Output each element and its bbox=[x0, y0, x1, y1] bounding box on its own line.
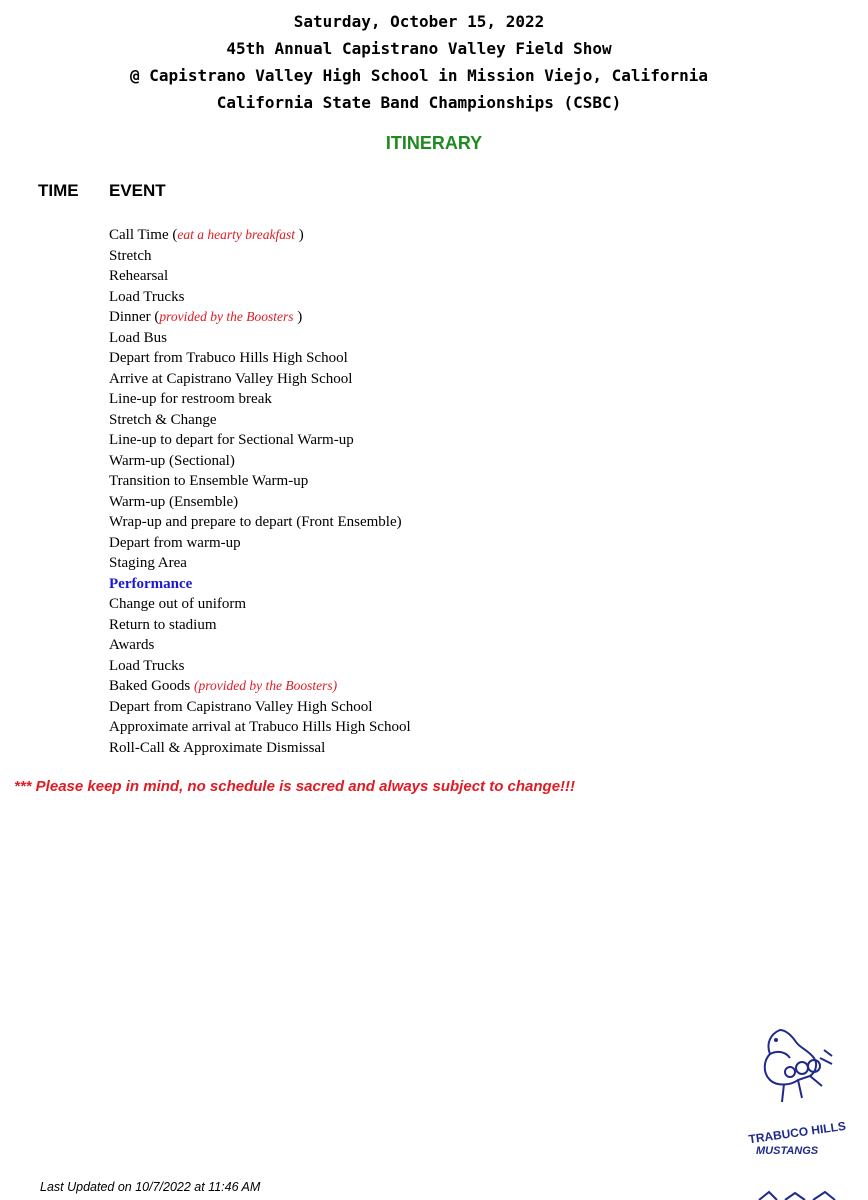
schedule-row bbox=[0, 451, 700, 472]
schedule-event-text: Rehearsal bbox=[109, 268, 169, 284]
schedule-event-note: (provided by the Boosters) bbox=[194, 678, 338, 693]
schedule-event-text: Line-up to depart for Sectional Warm-up bbox=[109, 432, 354, 448]
document-header bbox=[0, 8, 838, 116]
schedule-event bbox=[109, 471, 308, 492]
schedule-event-note: eat a hearty breakfast bbox=[177, 227, 295, 242]
schedule-row bbox=[0, 348, 700, 369]
schedule-event bbox=[109, 676, 337, 697]
time-column-header: TIME bbox=[38, 181, 79, 200]
schedule-row bbox=[0, 553, 700, 574]
schedule-event-text: Return to stadium bbox=[109, 616, 217, 633]
schedule-event bbox=[109, 533, 241, 554]
schedule-row bbox=[0, 635, 700, 656]
schedule-event-text: Roll-Call & Approximate Dismissal bbox=[109, 739, 326, 756]
logo-fragment bbox=[755, 1190, 838, 1200]
schedule-event bbox=[109, 512, 402, 533]
schedule-event-text: Load Trucks bbox=[109, 657, 185, 674]
schedule-event bbox=[109, 615, 217, 636]
schedule-event bbox=[109, 656, 184, 677]
schedule-row bbox=[0, 410, 700, 431]
itinerary-title: ITINERARY bbox=[385, 133, 483, 153]
schedule-event bbox=[109, 717, 411, 738]
schedule-event bbox=[109, 594, 246, 615]
schedule-row bbox=[0, 594, 700, 615]
schedule-event-text: Awards bbox=[109, 637, 155, 653]
schedule-event-text: Wrap-up and prepare to depart (Front Ensemble) bbox=[109, 514, 402, 530]
schedule-row bbox=[0, 717, 700, 738]
schedule-event-suffix: ) bbox=[293, 309, 303, 325]
schedule-event-text: Dinner ( bbox=[109, 309, 160, 325]
schedule-event-text: Stretch & Change bbox=[109, 411, 217, 428]
schedule-row bbox=[0, 266, 700, 287]
schedule-event bbox=[109, 738, 325, 759]
schedule-event-text: Change out of uniform bbox=[109, 596, 247, 612]
schedule-row bbox=[0, 697, 700, 718]
schedule-event-text: Staging Area bbox=[109, 555, 187, 571]
schedule-row bbox=[0, 492, 700, 513]
event-column-header: EVENT bbox=[109, 181, 166, 200]
schedule-row bbox=[0, 471, 700, 492]
schedule-event bbox=[109, 225, 304, 246]
last-updated: Last Updated on 10/7/2022 at 11:46 AM bbox=[40, 1180, 261, 1194]
schedule-row bbox=[0, 430, 700, 451]
schedule-event bbox=[109, 635, 154, 656]
schedule-row bbox=[0, 246, 700, 267]
disclaimer-note: *** Please keep in mind, no schedule is sacred and always subject to change!!! bbox=[14, 778, 576, 795]
schedule-event bbox=[109, 246, 152, 267]
championship-name: California State Band Championships (CSBC) bbox=[216, 93, 622, 112]
schedule-event bbox=[109, 697, 372, 718]
logo-mascot-text: MUSTANGS bbox=[756, 1145, 819, 1157]
schedule-event-text: Baked Goods bbox=[109, 678, 194, 694]
schedule-event bbox=[109, 410, 216, 431]
schedule-event-text: Load Trucks bbox=[109, 288, 185, 305]
schedule-list bbox=[0, 225, 700, 758]
event-date: Saturday, October 15, 2022 bbox=[293, 12, 545, 31]
schedule-event-text: Warm-up (Ensemble) bbox=[109, 493, 239, 510]
schedule-row bbox=[0, 328, 700, 349]
event-name: 45th Annual Capistrano Valley Field Show bbox=[226, 39, 612, 58]
schedule-event-text: Transition to Ensemble Warm-up bbox=[109, 473, 309, 489]
schedule-event bbox=[109, 451, 235, 472]
schedule-event bbox=[109, 328, 167, 349]
schedule-row bbox=[0, 656, 700, 677]
event-venue: @ Capistrano Valley High School in Mission Viejo, California bbox=[130, 66, 708, 85]
schedule-row bbox=[0, 738, 700, 759]
schedule-event bbox=[109, 553, 187, 574]
schedule-event-text: Line-up for restroom break bbox=[109, 391, 272, 407]
schedule-event-text: Call Time ( bbox=[109, 227, 178, 243]
schedule-row bbox=[0, 307, 700, 328]
schedule-event bbox=[109, 287, 184, 308]
schedule-event-text: Depart from warm-up bbox=[109, 534, 241, 551]
schedule-event-suffix: ) bbox=[294, 227, 304, 243]
schedule-event-text: Load Bus bbox=[109, 329, 167, 346]
schedule-event bbox=[109, 430, 354, 451]
schedule-row bbox=[0, 533, 700, 554]
schedule-row bbox=[0, 615, 700, 636]
schedule-event-text: Arrive at Capistrano Valley High School bbox=[109, 370, 353, 387]
schedule-event bbox=[109, 348, 348, 369]
schedule-row-highlight bbox=[0, 574, 700, 595]
schedule-event bbox=[109, 369, 352, 390]
schedule-event bbox=[109, 307, 302, 328]
schedule-row bbox=[0, 512, 700, 533]
schedule-event-text: Depart from Capistrano Valley High School bbox=[109, 698, 373, 715]
schedule-event-text: Warm-up (Sectional) bbox=[109, 452, 235, 469]
schedule-event bbox=[109, 574, 192, 595]
schedule-row bbox=[0, 676, 700, 697]
schedule-event-note: provided by the Boosters bbox=[159, 309, 294, 324]
logo-school-text: TRABUCO HILLS bbox=[747, 1118, 847, 1147]
schedule-event-text: Approximate arrival at Trabuco Hills High School bbox=[109, 719, 411, 735]
schedule-row bbox=[0, 369, 700, 390]
schedule-row bbox=[0, 225, 700, 246]
schedule-row bbox=[0, 287, 700, 308]
schedule-event bbox=[109, 266, 168, 287]
schedule-event-text: Stretch bbox=[109, 247, 152, 264]
schedule-event bbox=[109, 492, 238, 513]
schedule-event bbox=[109, 389, 272, 410]
schedule-event-text: Performance bbox=[109, 575, 193, 592]
schedule-row bbox=[0, 389, 700, 410]
schedule-event-text: Depart from Trabuco Hills High School bbox=[109, 350, 348, 366]
mustang-logo bbox=[740, 1020, 847, 1160]
